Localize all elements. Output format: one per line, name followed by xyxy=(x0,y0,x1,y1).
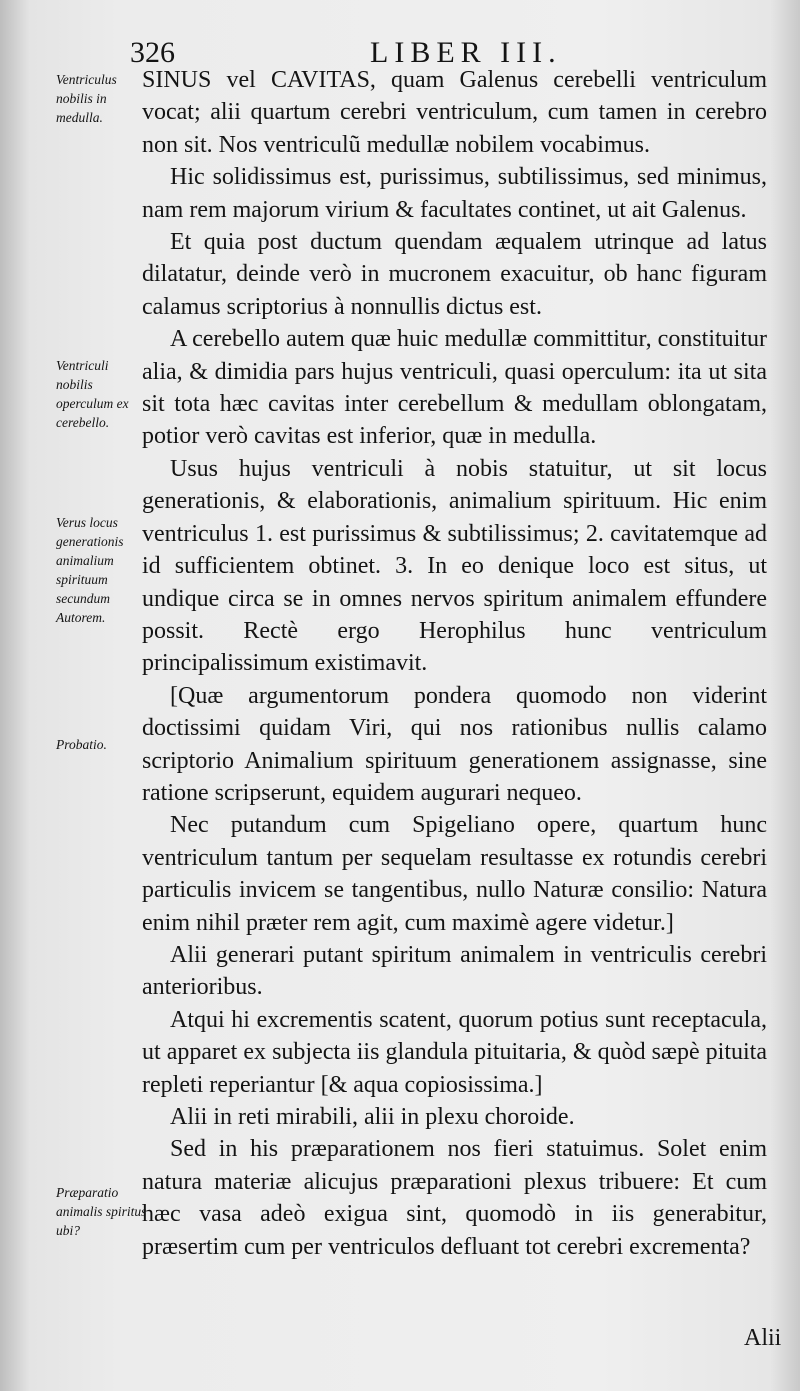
paragraph: Hic solidissimus est, purissimus, subtilissimus, sed minimus, nam rem majorum virium & facultates continet, ut ait Galenus. xyxy=(142,164,767,223)
margin-note: Ventriculi nobilis operculum ex cerebello. xyxy=(56,358,129,430)
paragraph: [Quæ argumentorum pondera quomodo non viderint doctissimi quidam Viri, qui nos rationibus nullis calamo scriptorio Animalium spirituum generationem assignasse, sine ratione scripserunt, equidem augurari nequeo. xyxy=(142,682,767,806)
paragraph: Alii generari putant spiritum animalem in ventriculis cerebri anterioribus. xyxy=(142,941,767,1001)
margin-note: Probatio. xyxy=(56,737,107,752)
margin-note: Verus locus generationis animalium spirituum secundum Autorem. xyxy=(56,515,124,625)
paragraph: Nec putandum cum Spigeliano opere, quartum hunc ventriculum tantum per sequelam resultasse ex rotundis cerebri particulis invicem se tangentibus, nullo Naturæ consilio: Natura enim nihil præter rem agit, cum maximè agere videtur.] xyxy=(142,812,767,936)
paragraph: Sed in his præparationem nos fieri statuimus. Solet enim natura materiæ alicujus præparationi plexus tribuere: Et cum hæc vasa adeò exigua sint, quomodò in iis generabitur, præsertim cum per ventriculos defluant tot cerebri excrementa? xyxy=(142,1136,767,1260)
page-number: 326 xyxy=(130,36,175,69)
margin-note: Præparatio animalis spiritus ubi? xyxy=(56,1185,147,1238)
paragraph: SINUS vel CAVITAS, quam Galenus cerebelli ventriculum vocat; alii quartum cerebri ventriculum, cum tamen in cerebro non sit. Nos ventriculũ medullæ nobilem vocabimus. xyxy=(142,67,767,158)
paragraph: Usus hujus ventriculi à nobis statuitur, ut sit locus generationis, & elaborationis, animalium spirituum. Hic enim ventriculus 1. est purissimus & subtilissimus; 2. cavitatemque ad id sufficientem obtinet. 3. In eo denique loco est situs, ut undique circa se in omnes nervos spiritum animalem effundere possit. Rectè ergo Herophilus hunc ventriculum principalissimum existimavit. xyxy=(142,455,767,677)
paragraph: Atqui hi excrementis scatent, quorum potius sunt receptacula, ut apparet ex subjecta iis glandula pituitaria, & quòd sæpè pituita repleti reperiantur [& aqua copiosissima.] xyxy=(142,1006,767,1098)
body-text xyxy=(142,64,767,1263)
paragraph: Et quia post ductum quendam æqualem utrinque ad latus dilatatur, deinde verò in mucronem exacuitur, ob hanc figuram calamus scriptorius à nonnullis dictus est. xyxy=(142,229,767,320)
paragraph: A cerebello autem quæ huic medullæ committitur, constituitur alia, & dimidia pars hujus ventriculi, quasi operculum: ita ut sita sit tota hæc cavitas inter cerebellum & medullam oblongatam, potior verò cavitas est inferior, quæ in medulla. xyxy=(142,326,767,450)
paragraph: Alii in reti mirabili, alii in plexu choroide. xyxy=(170,1104,575,1130)
catchword: Alii xyxy=(744,1325,782,1351)
running-head: LIBER III. xyxy=(370,36,562,69)
margin-note: Ventriculus nobilis in medulla. xyxy=(56,72,117,125)
